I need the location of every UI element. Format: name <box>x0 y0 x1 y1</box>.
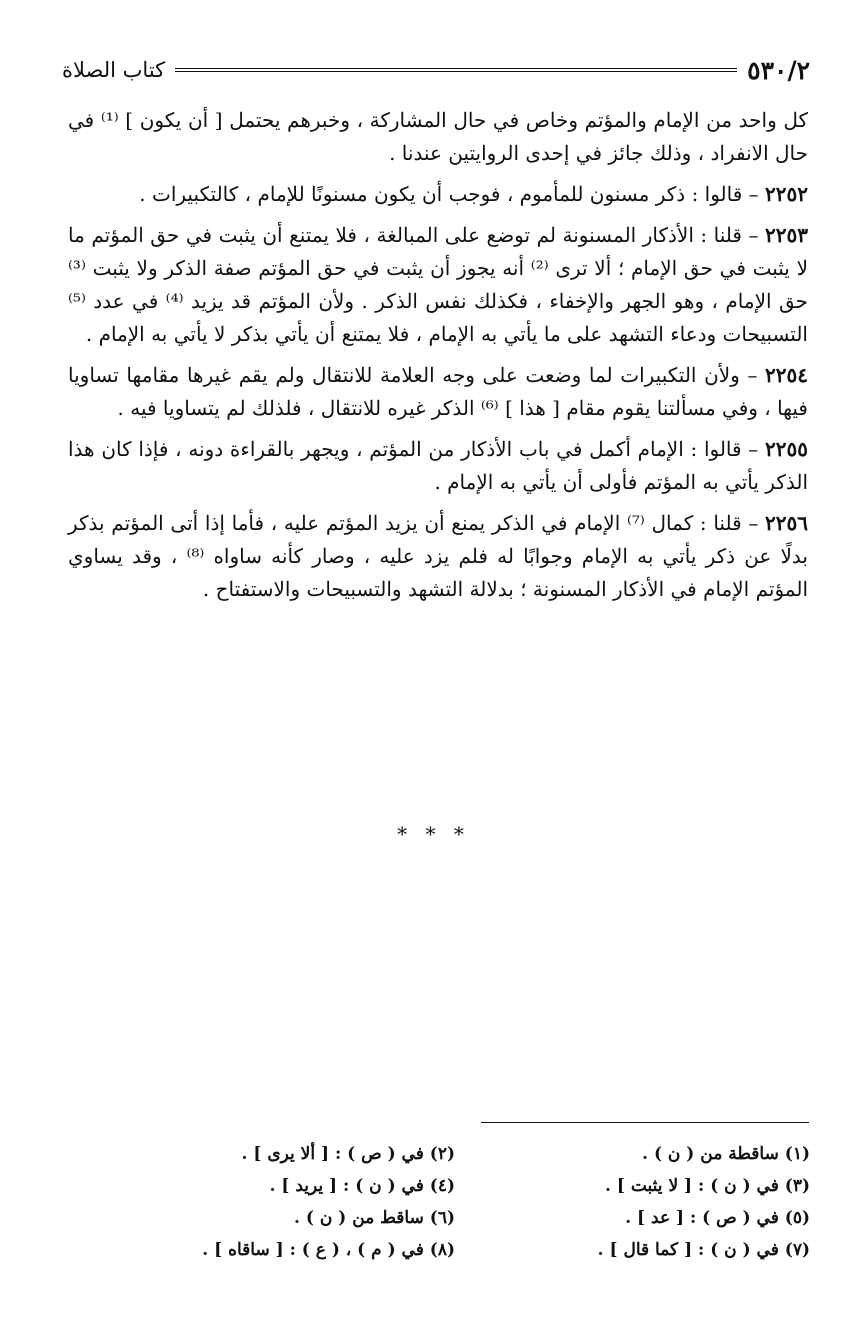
footnote: (٧) في ( ن ) : [ كما قال ] . <box>597 1240 810 1260</box>
paragraph-number: ٢٢٥٣ <box>765 223 808 247</box>
header-double-rule <box>175 68 737 72</box>
paragraph-number: ٢٢٥٦ <box>765 511 809 535</box>
paragraph <box>68 178 808 211</box>
page-header <box>62 50 810 90</box>
main-text <box>68 104 808 614</box>
footnote: (٥) في ( ص ) : [ عد ] . <box>625 1208 810 1228</box>
paragraph-text: – قلنا : الأذكار المسنونة لم توضع على المبالغة ، فلا يمتنع أن يثبت في حق المؤتم ما لا يثبت في حق الإمام ؛ ألا ترى ⁽²⁾ أنه يجوز أن يثبت في حق المؤتم صفة الذكر ولا يثبت ⁽³⁾ حق الإمام ، وهو الجهر والإخفاء ، فكذلك نفس الذكر . ولأن المؤتم قد يزيد ⁽⁴⁾ في عدد ⁽⁵⁾ التسبيحات ودعاء التشهد على ما يأتي به الإمام ، فلا يمتنع أن يأتي بذكر لا يأتي به الإمام . <box>68 223 808 346</box>
paragraph <box>68 359 808 425</box>
footnote: (٣) في ( ن ) : [ لا يثبت ] . <box>605 1176 810 1196</box>
book-title: كتاب الصلاة <box>62 58 166 82</box>
paragraph-text: – قالوا : الإمام أكمل في باب الأذكار من المؤتم ، ويجهر بالقراءة دونه ، فإذا كان هذا الذكر يأتي به المؤتم فأولى أن يأتي به الإمام . <box>68 437 808 494</box>
footnote: (٦) ساقط من ( ن ) . <box>294 1208 455 1228</box>
footnote: (١) ساقطة من ( ن ) . <box>642 1144 810 1164</box>
paragraph-number: ٢٢٥٤ <box>765 363 808 387</box>
footnote: (٨) في ( م ) ، ( ع ) : [ ساقاه ] . <box>202 1240 455 1260</box>
page-number: ٥٣٠/٢ <box>747 55 810 85</box>
paragraph-number: ٢٢٥٥ <box>765 437 809 461</box>
paragraph <box>68 433 808 499</box>
section-separator: * * * <box>397 822 470 846</box>
paragraph-text: – ولأن التكبيرات لما وضعت على وجه العلامة للانتقال ولم يقم غيرها مقامها تساويا فيها ، وفي مسألتنا يقوم مقام [ هذا ] ⁽⁶⁾ الذكر غيره للانتقال ، فلذلك لم يتساويا فيه . <box>68 363 808 420</box>
paragraph <box>68 219 808 351</box>
footnotes <box>100 1140 810 1264</box>
paragraph-text: كل واحد من الإمام والمؤتم وخاص في حال المشاركة ، وخبرهم يحتمل [ أن يكون ] ⁽¹⁾ في حال الانفراد ، وذلك جائز في إحدى الروايتين عندنا . <box>68 108 808 165</box>
paragraph-number: ٢٢٥٢ <box>765 182 808 206</box>
paragraph-text: – قالوا : ذكر مسنون للمأموم ، فوجب أن يكون مسنونًا للإمام ، كالتكبيرات . <box>139 182 759 206</box>
paragraph <box>68 104 808 170</box>
paragraph-text: – قلنا : كمال ⁽⁷⁾ الإمام في الذكر يمنع أن يزيد المؤتم عليه ، فأما إذا أتى المؤتم بذكر بدلًا عن ذكر يأتي به الإمام وجوابًا له فلم يزد عليه ، وصار كأنه ساواه ⁽⁸⁾ ، وقد يساوي المؤتم الإمام في الأذكار المسنونة ؛ بدلالة التشهد والتسبيحات والاستفتاح . <box>68 511 808 601</box>
footnote-rule <box>481 1122 809 1123</box>
paragraph <box>68 507 808 606</box>
footnote: (٢) في ( ص ) : [ ألا يرى ] . <box>241 1144 455 1164</box>
footnote: (٤) في ( ن ) : [ يريد ] . <box>269 1176 455 1196</box>
